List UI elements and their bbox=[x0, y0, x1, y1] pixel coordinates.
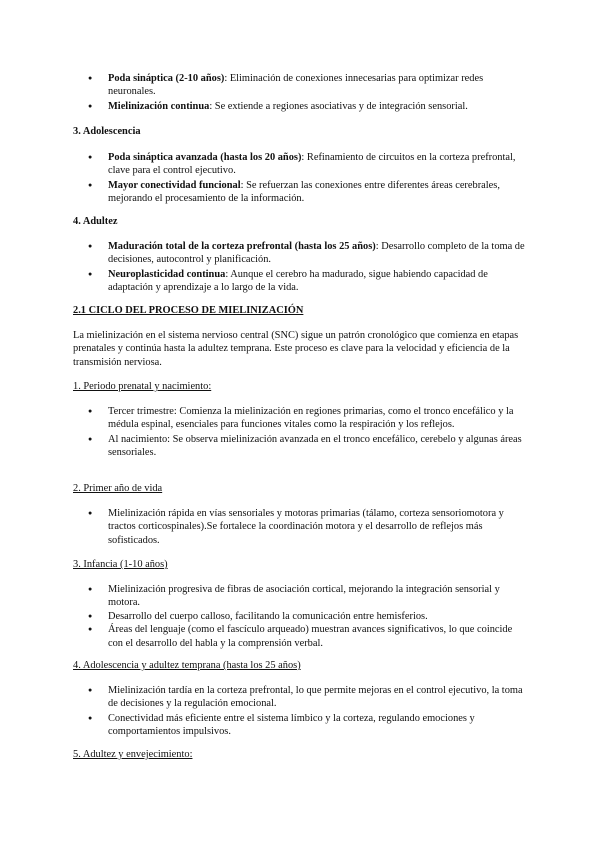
item-title: Maduración total de la corteza prefrontal (hasta los 25 años) bbox=[108, 241, 376, 252]
section-heading: 2.1 CICLO DEL PROCESO DE MIELINIZACIÓN bbox=[73, 305, 304, 316]
infancia-list bbox=[73, 583, 528, 650]
item-title: Poda sináptica avanzada (hasta los 20 años) bbox=[108, 152, 302, 163]
periodo-list bbox=[73, 405, 528, 460]
item-text: : Refinamiento de circuitos en la corteza prefrontal, clave para el control ejecutivo. bbox=[108, 152, 516, 177]
top-list-block bbox=[73, 72, 528, 113]
infancia-heading: 3. Infancia (1-10 años) bbox=[73, 559, 168, 570]
periodo-heading: 1. Periodo prenatal y nacimiento: bbox=[73, 381, 212, 392]
item-text: : Aunque el cerebro ha madurado, sigue habiendo capacidad de adaptación y aprendizaje a lo largo de la vida. bbox=[108, 268, 488, 294]
list-item bbox=[73, 179, 528, 206]
adolescencia-list bbox=[73, 151, 528, 206]
item-title: Poda sináptica (2-10 años) bbox=[108, 73, 225, 84]
item-title: Neuroplasticidad continua bbox=[108, 268, 226, 280]
item-title: Mayor conectividad funcional bbox=[108, 179, 241, 191]
adolescencia-heading: 3. Adolescencia bbox=[73, 126, 141, 137]
adultez-heading-block bbox=[73, 215, 528, 228]
periodo-heading-block bbox=[73, 380, 528, 393]
envejecimiento-heading: 5. Adultez y envejecimiento: bbox=[73, 749, 193, 760]
list-item bbox=[73, 268, 528, 295]
list-item: ● Desarrollo del cuerpo calloso, facilitando la comunicación entre hemisferios. bbox=[73, 610, 528, 623]
adolescencia-temprana-heading: 4. Adolescencia y adultez temprana (hasta los 25 años) bbox=[73, 660, 301, 671]
item-text: : Se extiende a regiones asociativas y de integración sensorial. bbox=[209, 100, 468, 112]
item-title: Mielinización continua bbox=[108, 100, 210, 112]
adolescencia-temprana-heading-block bbox=[73, 659, 528, 672]
primer-ano-list bbox=[73, 507, 528, 547]
infancia-heading-block bbox=[73, 558, 528, 571]
item-text: : Desarrollo completo de la toma de decisiones, autocontrol y planificación. bbox=[108, 241, 525, 266]
infancia-list-block bbox=[73, 583, 528, 650]
section-heading-block bbox=[73, 304, 528, 317]
list-item: ● Áreas del lenguaje (como el fascículo arqueado) muestran avances significativos, lo que coincide con el desarrollo del habla y la comprensión verbal. bbox=[73, 623, 528, 650]
list-item bbox=[73, 240, 528, 267]
periodo-list-block bbox=[73, 405, 528, 460]
adultez-heading: 4. Adultez bbox=[73, 216, 118, 227]
list-item: ● Mielinización tardía en la corteza prefrontal, lo que permite mejoras en el control ejecutivo, la toma de decisiones y la regulación emocional. bbox=[73, 684, 528, 711]
list-item: ● Mielinización progresiva de fibras de asociación cortical, mejorando la integración sensorial y motora. bbox=[73, 583, 528, 610]
adolescencia-temprana-list bbox=[73, 684, 528, 739]
list-item: ● Tercer trimestre: Comienza la mielinización en regiones primarias, como el tronco encefálico y la médula espinal, esenciales para funciones vitales como la respiración y los reflejos. bbox=[73, 405, 528, 432]
primer-ano-heading-block bbox=[73, 482, 528, 495]
primer-ano-heading: 2. Primer año de vida bbox=[73, 483, 163, 494]
envejecimiento-heading-block bbox=[73, 748, 528, 761]
list-item: ● Al nacimiento: Se observa mielinización avanzada en el tronco encefálico, cerebelo y algunas áreas sensoriales. bbox=[73, 433, 528, 460]
adolescencia-temprana-list-block bbox=[73, 684, 528, 739]
item-text: : Se refuerzan las conexiones entre diferentes áreas cerebrales, mejorando el procesamiento de la información. bbox=[108, 179, 500, 205]
list-item bbox=[73, 72, 528, 99]
top-list bbox=[73, 72, 528, 113]
adultez-list-block bbox=[73, 240, 528, 295]
list-item: ● Conectividad más eficiente entre el sistema límbico y la corteza, regulando emociones y comportamientos impulsivos. bbox=[73, 712, 528, 739]
primer-ano-list-block bbox=[73, 507, 528, 547]
section-intro-block bbox=[73, 329, 528, 369]
adolescencia-list-block bbox=[73, 151, 528, 206]
list-item bbox=[73, 151, 528, 178]
list-item bbox=[73, 100, 528, 113]
adolescencia-heading-block bbox=[73, 125, 528, 138]
section-intro: La mielinización en el sistema nervioso central (SNC) sigue un patrón cronológico que comienza en etapas prenatales y continúa hasta la adultez temprana. Este proceso es clave para la velocidad y eficiencia de la transmisión nerviosa. bbox=[73, 330, 519, 368]
item-text: : Eliminación de conexiones innecesarias para optimizar redes neuronales. bbox=[108, 73, 484, 98]
adultez-list bbox=[73, 240, 528, 295]
list-item: ● Mielinización rápida en vías sensoriales y motoras primarias (tálamo, corteza sensoriomotora y tractos corticospinales).Se fortalece la coordinación motora y el desarrollo de reflejos más sofisticados. bbox=[73, 507, 528, 547]
